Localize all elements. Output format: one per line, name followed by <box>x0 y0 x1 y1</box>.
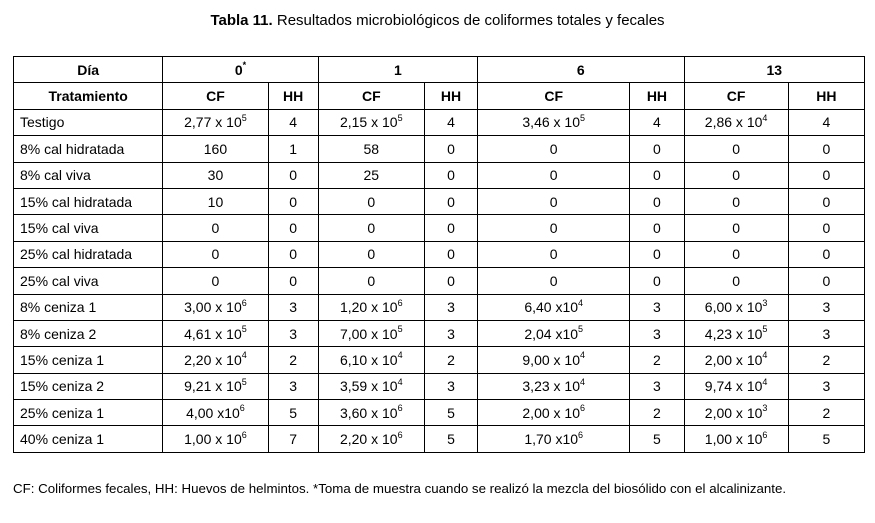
cf-value-cell: 2,04 $x10^5$ <box>478 320 630 346</box>
hh-value-cell: 3 <box>268 320 318 346</box>
cf-header: CF <box>163 83 268 109</box>
exponent: 6 <box>762 429 768 440</box>
cf-value-cell: 3,46 x $10^5$ <box>478 109 630 135</box>
cf-value-cell: 1,00 x $10^6$ <box>684 426 788 452</box>
hh-value-cell: 0 <box>788 136 864 162</box>
cf-value-cell: 9,74 x $10^4$ <box>684 373 788 399</box>
exponent: 5 <box>241 112 247 123</box>
treatment-cell: 8% cal hidratada <box>14 136 163 162</box>
cf-value-cell: 1,70 $x10^6$ <box>478 426 630 452</box>
cf-value-cell: 0 <box>163 268 268 294</box>
exponent: 6 <box>397 429 403 440</box>
table-row <box>14 136 865 162</box>
table-row <box>14 109 865 135</box>
table-row <box>14 347 865 373</box>
exponent: 4 <box>580 350 586 361</box>
table-row <box>14 373 865 399</box>
treatment-cell: 15% cal hidratada <box>14 188 163 214</box>
hh-value-cell: 3 <box>630 294 684 320</box>
hh-value-cell: 2 <box>268 347 318 373</box>
cf-value-cell: 0 <box>163 215 268 241</box>
hh-value-cell: 3 <box>268 294 318 320</box>
exponent: 6 <box>397 297 403 308</box>
hh-value-cell: 5 <box>788 426 864 452</box>
treatment-cell: 40% ceniza 1 <box>14 426 163 452</box>
exponent: 3 <box>762 297 768 308</box>
cf-value-cell: 0 <box>478 188 630 214</box>
cf-value-cell: 10 <box>163 188 268 214</box>
cf-value-cell: 30 <box>163 162 268 188</box>
cf-value-cell: 3,23 x $10^4$ <box>478 373 630 399</box>
footnote: CF: Coliformes fecales, HH: Huevos de helmintos. *Toma de muestra cuando se realizó la mezcla del biosólido con el alcalinizante. <box>13 481 787 496</box>
table-row <box>14 188 865 214</box>
hh-value-cell: 0 <box>268 215 318 241</box>
cf-value-cell: 2,00 x $10^6$ <box>478 400 630 426</box>
hh-value-cell: 0 <box>268 188 318 214</box>
hh-value-cell: 0 <box>424 136 477 162</box>
table-row <box>14 426 865 452</box>
results-table <box>13 56 865 453</box>
hh-header: HH <box>788 83 864 109</box>
hh-value-cell: 5 <box>424 400 477 426</box>
exponent: 4 <box>580 376 586 387</box>
treatment-cell: 8% cal viva <box>14 162 163 188</box>
cf-value-cell: 3,60 x $10^6$ <box>318 400 424 426</box>
hh-value-cell: 0 <box>630 215 684 241</box>
cf-value-cell: 0 <box>478 241 630 267</box>
cf-header: CF <box>478 83 630 109</box>
hh-value-cell: 0 <box>630 162 684 188</box>
cf-value-cell: 0 <box>684 241 788 267</box>
cf-value-cell: 0 <box>684 162 788 188</box>
hh-value-cell: 2 <box>424 347 477 373</box>
exponent: 4 <box>397 376 403 387</box>
hh-value-cell: 5 <box>268 400 318 426</box>
hh-value-cell: 0 <box>268 162 318 188</box>
cf-value-cell: 2,77 x $10^5$ <box>163 109 268 135</box>
exponent: 5 <box>241 376 247 387</box>
exponent: 4 <box>241 350 247 361</box>
exponent: 5 <box>762 323 768 334</box>
hh-value-cell: 3 <box>788 320 864 346</box>
cf-value-cell: 4,00 $x10^6$ <box>163 400 268 426</box>
day-header: Día <box>14 57 163 83</box>
hh-value-cell: 0 <box>788 215 864 241</box>
treatment-cell: 15% ceniza 2 <box>14 373 163 399</box>
hh-value-cell: 3 <box>788 294 864 320</box>
hh-value-cell: 2 <box>630 400 684 426</box>
cf-value-cell: 4,23 x $10^5$ <box>684 320 788 346</box>
hh-value-cell: 2 <box>788 400 864 426</box>
day-6-header: 6 <box>478 57 684 83</box>
cf-value-cell: 6,10 x $10^4$ <box>318 347 424 373</box>
hh-value-cell: 3 <box>268 373 318 399</box>
cf-value-cell: 2,20 x $10^6$ <box>318 426 424 452</box>
hh-value-cell: 4 <box>268 109 318 135</box>
treatment-cell: 15% cal viva <box>14 215 163 241</box>
hh-value-cell: 2 <box>788 347 864 373</box>
treatment-cell: 25% cal viva <box>14 268 163 294</box>
hh-value-cell: 0 <box>424 188 477 214</box>
hh-value-cell: 3 <box>424 320 477 346</box>
exponent: 6 <box>239 403 245 414</box>
hh-value-cell: 0 <box>630 268 684 294</box>
hh-value-cell: 1 <box>268 136 318 162</box>
day-0-mark: * <box>242 60 247 71</box>
cf-value-cell: 2,00 x $10^4$ <box>684 347 788 373</box>
cf-value-cell: 4,61 x $10^5$ <box>163 320 268 346</box>
hh-value-cell: 0 <box>424 162 477 188</box>
cf-value-cell: 2,00 x $10^3$ <box>684 400 788 426</box>
hh-value-cell: 0 <box>788 188 864 214</box>
caption-text: Resultados microbiológicos de coliformes totales y fecales <box>272 12 665 29</box>
hh-value-cell: 4 <box>630 109 684 135</box>
cf-value-cell: 0 <box>478 162 630 188</box>
treatment-cell: 15% ceniza 1 <box>14 347 163 373</box>
hh-value-cell: 0 <box>268 268 318 294</box>
table-row <box>14 400 865 426</box>
cf-value-cell: 0 <box>318 241 424 267</box>
exponent: 5 <box>241 323 247 334</box>
cf-value-cell: 0 <box>163 241 268 267</box>
cf-value-cell: 0 <box>684 215 788 241</box>
hh-value-cell: 3 <box>630 320 684 346</box>
hh-value-cell: 0 <box>268 241 318 267</box>
hh-value-cell: 0 <box>424 241 477 267</box>
hh-value-cell: 3 <box>630 373 684 399</box>
cf-value-cell: 58 <box>318 136 424 162</box>
exponent: 6 <box>578 429 584 440</box>
cf-value-cell: 9,00 x $10^4$ <box>478 347 630 373</box>
hh-header: HH <box>268 83 318 109</box>
day-header-row <box>14 57 865 83</box>
cf-value-cell: 2,15 x $10^5$ <box>318 109 424 135</box>
exponent: 5 <box>397 112 403 123</box>
hh-value-cell: 3 <box>424 373 477 399</box>
treatment-cell: 8% ceniza 2 <box>14 320 163 346</box>
cf-value-cell: 0 <box>478 268 630 294</box>
cf-value-cell: 0 <box>478 136 630 162</box>
hh-value-cell: 0 <box>630 188 684 214</box>
cf-value-cell: 0 <box>684 268 788 294</box>
hh-value-cell: 4 <box>424 109 477 135</box>
hh-value-cell: 0 <box>630 241 684 267</box>
exponent: 4 <box>397 350 403 361</box>
table-row <box>14 320 865 346</box>
cf-value-cell: 0 <box>318 268 424 294</box>
exponent: 5 <box>578 323 584 334</box>
cf-value-cell: 160 <box>163 136 268 162</box>
treatment-cell: 25% ceniza 1 <box>14 400 163 426</box>
cf-value-cell: 25 <box>318 162 424 188</box>
exponent: 4 <box>762 376 768 387</box>
hh-value-cell: 4 <box>788 109 864 135</box>
hh-value-cell: 3 <box>424 294 477 320</box>
table-row <box>14 294 865 320</box>
exponent: 4 <box>762 112 768 123</box>
table-caption <box>0 12 875 29</box>
cf-value-cell: 0 <box>318 215 424 241</box>
table-row <box>14 215 865 241</box>
exponent: 4 <box>578 297 584 308</box>
exponent: 3 <box>762 403 768 414</box>
exponent: 6 <box>397 403 403 414</box>
exponent: 4 <box>762 350 768 361</box>
cf-header: CF <box>684 83 788 109</box>
column-header-row <box>14 83 865 109</box>
cf-value-cell: 6,40 $x10^4$ <box>478 294 630 320</box>
table-row <box>14 268 865 294</box>
treatment-header: Tratamiento <box>14 83 163 109</box>
cf-value-cell: 0 <box>684 188 788 214</box>
cf-value-cell: 2,20 x $10^4$ <box>163 347 268 373</box>
cf-value-cell: 1,00 x $10^6$ <box>163 426 268 452</box>
hh-value-cell: 0 <box>630 136 684 162</box>
treatment-cell: 8% ceniza 1 <box>14 294 163 320</box>
hh-value-cell: 7 <box>268 426 318 452</box>
hh-value-cell: 0 <box>424 268 477 294</box>
exponent: 5 <box>397 323 403 334</box>
hh-value-cell: 5 <box>630 426 684 452</box>
hh-header: HH <box>424 83 477 109</box>
hh-value-cell: 2 <box>630 347 684 373</box>
hh-value-cell: 0 <box>788 268 864 294</box>
exponent: 6 <box>241 429 247 440</box>
cf-value-cell: 9,21 x $10^5$ <box>163 373 268 399</box>
hh-header: HH <box>630 83 684 109</box>
table-row <box>14 162 865 188</box>
day-0-header: 0* <box>163 57 318 83</box>
cf-value-cell: 3,59 x $10^4$ <box>318 373 424 399</box>
table-body <box>14 109 865 452</box>
cf-value-cell: 3,00 x $10^6$ <box>163 294 268 320</box>
cf-value-cell: 0 <box>684 136 788 162</box>
cf-header: CF <box>318 83 424 109</box>
cf-value-cell: 0 <box>478 215 630 241</box>
table-row <box>14 241 865 267</box>
caption-label: Tabla 11. <box>210 12 273 29</box>
exponent: 6 <box>241 297 247 308</box>
hh-value-cell: 0 <box>788 162 864 188</box>
cf-value-cell: 2,86 x $10^4$ <box>684 109 788 135</box>
hh-value-cell: 5 <box>424 426 477 452</box>
cf-value-cell: 1,20 x $10^6$ <box>318 294 424 320</box>
treatment-cell: 25% cal hidratada <box>14 241 163 267</box>
cf-value-cell: 7,00 x $10^5$ <box>318 320 424 346</box>
exponent: 5 <box>580 112 586 123</box>
hh-value-cell: 0 <box>788 241 864 267</box>
cf-value-cell: 0 <box>318 188 424 214</box>
cf-value-cell: 6,00 x $10^3$ <box>684 294 788 320</box>
exponent: 6 <box>580 403 586 414</box>
day-1-header: 1 <box>318 57 477 83</box>
hh-value-cell: 0 <box>424 215 477 241</box>
hh-value-cell: 3 <box>788 373 864 399</box>
day-13-header: 13 <box>684 57 865 83</box>
treatment-cell: Testigo <box>14 109 163 135</box>
